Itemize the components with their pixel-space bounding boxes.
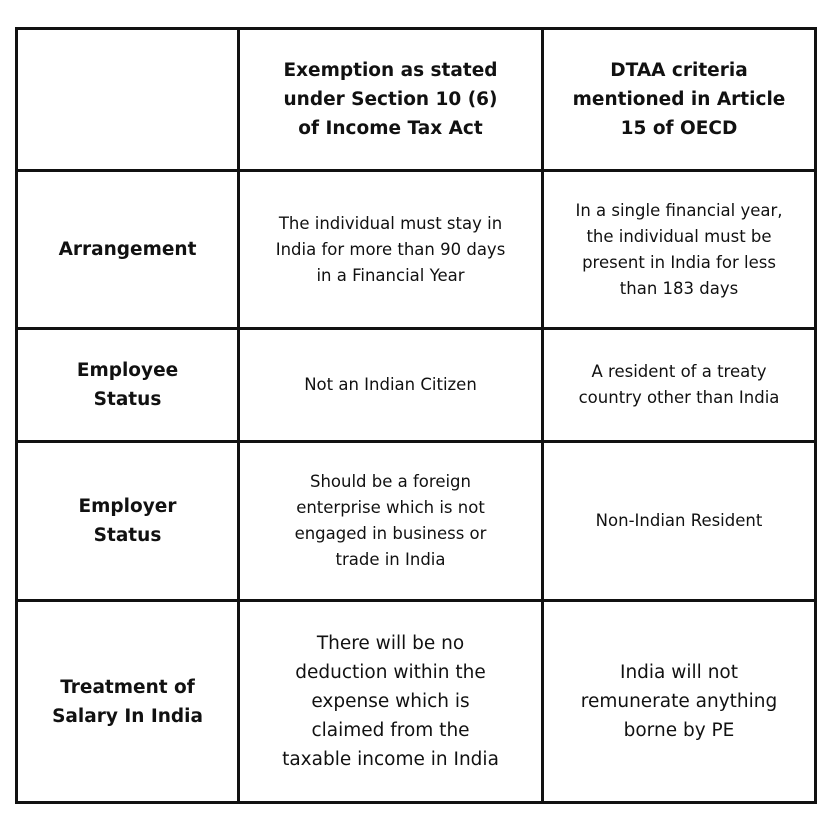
cell-employer-status-section-10-6: Should be a foreign enterprise which is not engaged in business or trade in India (239, 442, 543, 601)
cell-employee-status-section-10-6: Not an Indian Citizen (239, 329, 543, 442)
header-col1-text: Exemption as stated under Section 10 (6) of Income Tax Act (283, 60, 498, 139)
table-row (17, 329, 816, 442)
header-row (17, 29, 816, 171)
row-label-treatment-of-salary: Treatment of Salary In India (17, 601, 239, 803)
table-row (17, 601, 816, 803)
corner-cell (17, 29, 239, 171)
comparison-table (15, 27, 817, 804)
table-row (17, 442, 816, 601)
header-section-10-6 (239, 29, 543, 171)
cell-treatment-dtaa: India will not remunerate anything borne by PE (543, 601, 816, 803)
cell-arrangement-section-10-6: The individual must stay in India for more than 90 days in a Financial Year (239, 171, 543, 329)
row-label-employee-status: Employee Status (17, 329, 239, 442)
cell-treatment-section-10-6: There will be no deduction within the expense which is claimed from the taxable income in India (239, 601, 543, 803)
table-row (17, 171, 816, 329)
row-label-employer-status: Employer Status (17, 442, 239, 601)
cell-arrangement-dtaa: In a single financial year, the individual must be present in India for less than 183 days (543, 171, 816, 329)
header-dtaa-article-15 (543, 29, 816, 171)
row-label-arrangement: Arrangement (17, 171, 239, 329)
header-col2-text: DTAA criteria mentioned in Article 15 of OECD (572, 60, 786, 139)
cell-employer-status-dtaa: Non-Indian Resident (543, 442, 816, 601)
cell-employee-status-dtaa: A resident of a treaty country other than India (543, 329, 816, 442)
